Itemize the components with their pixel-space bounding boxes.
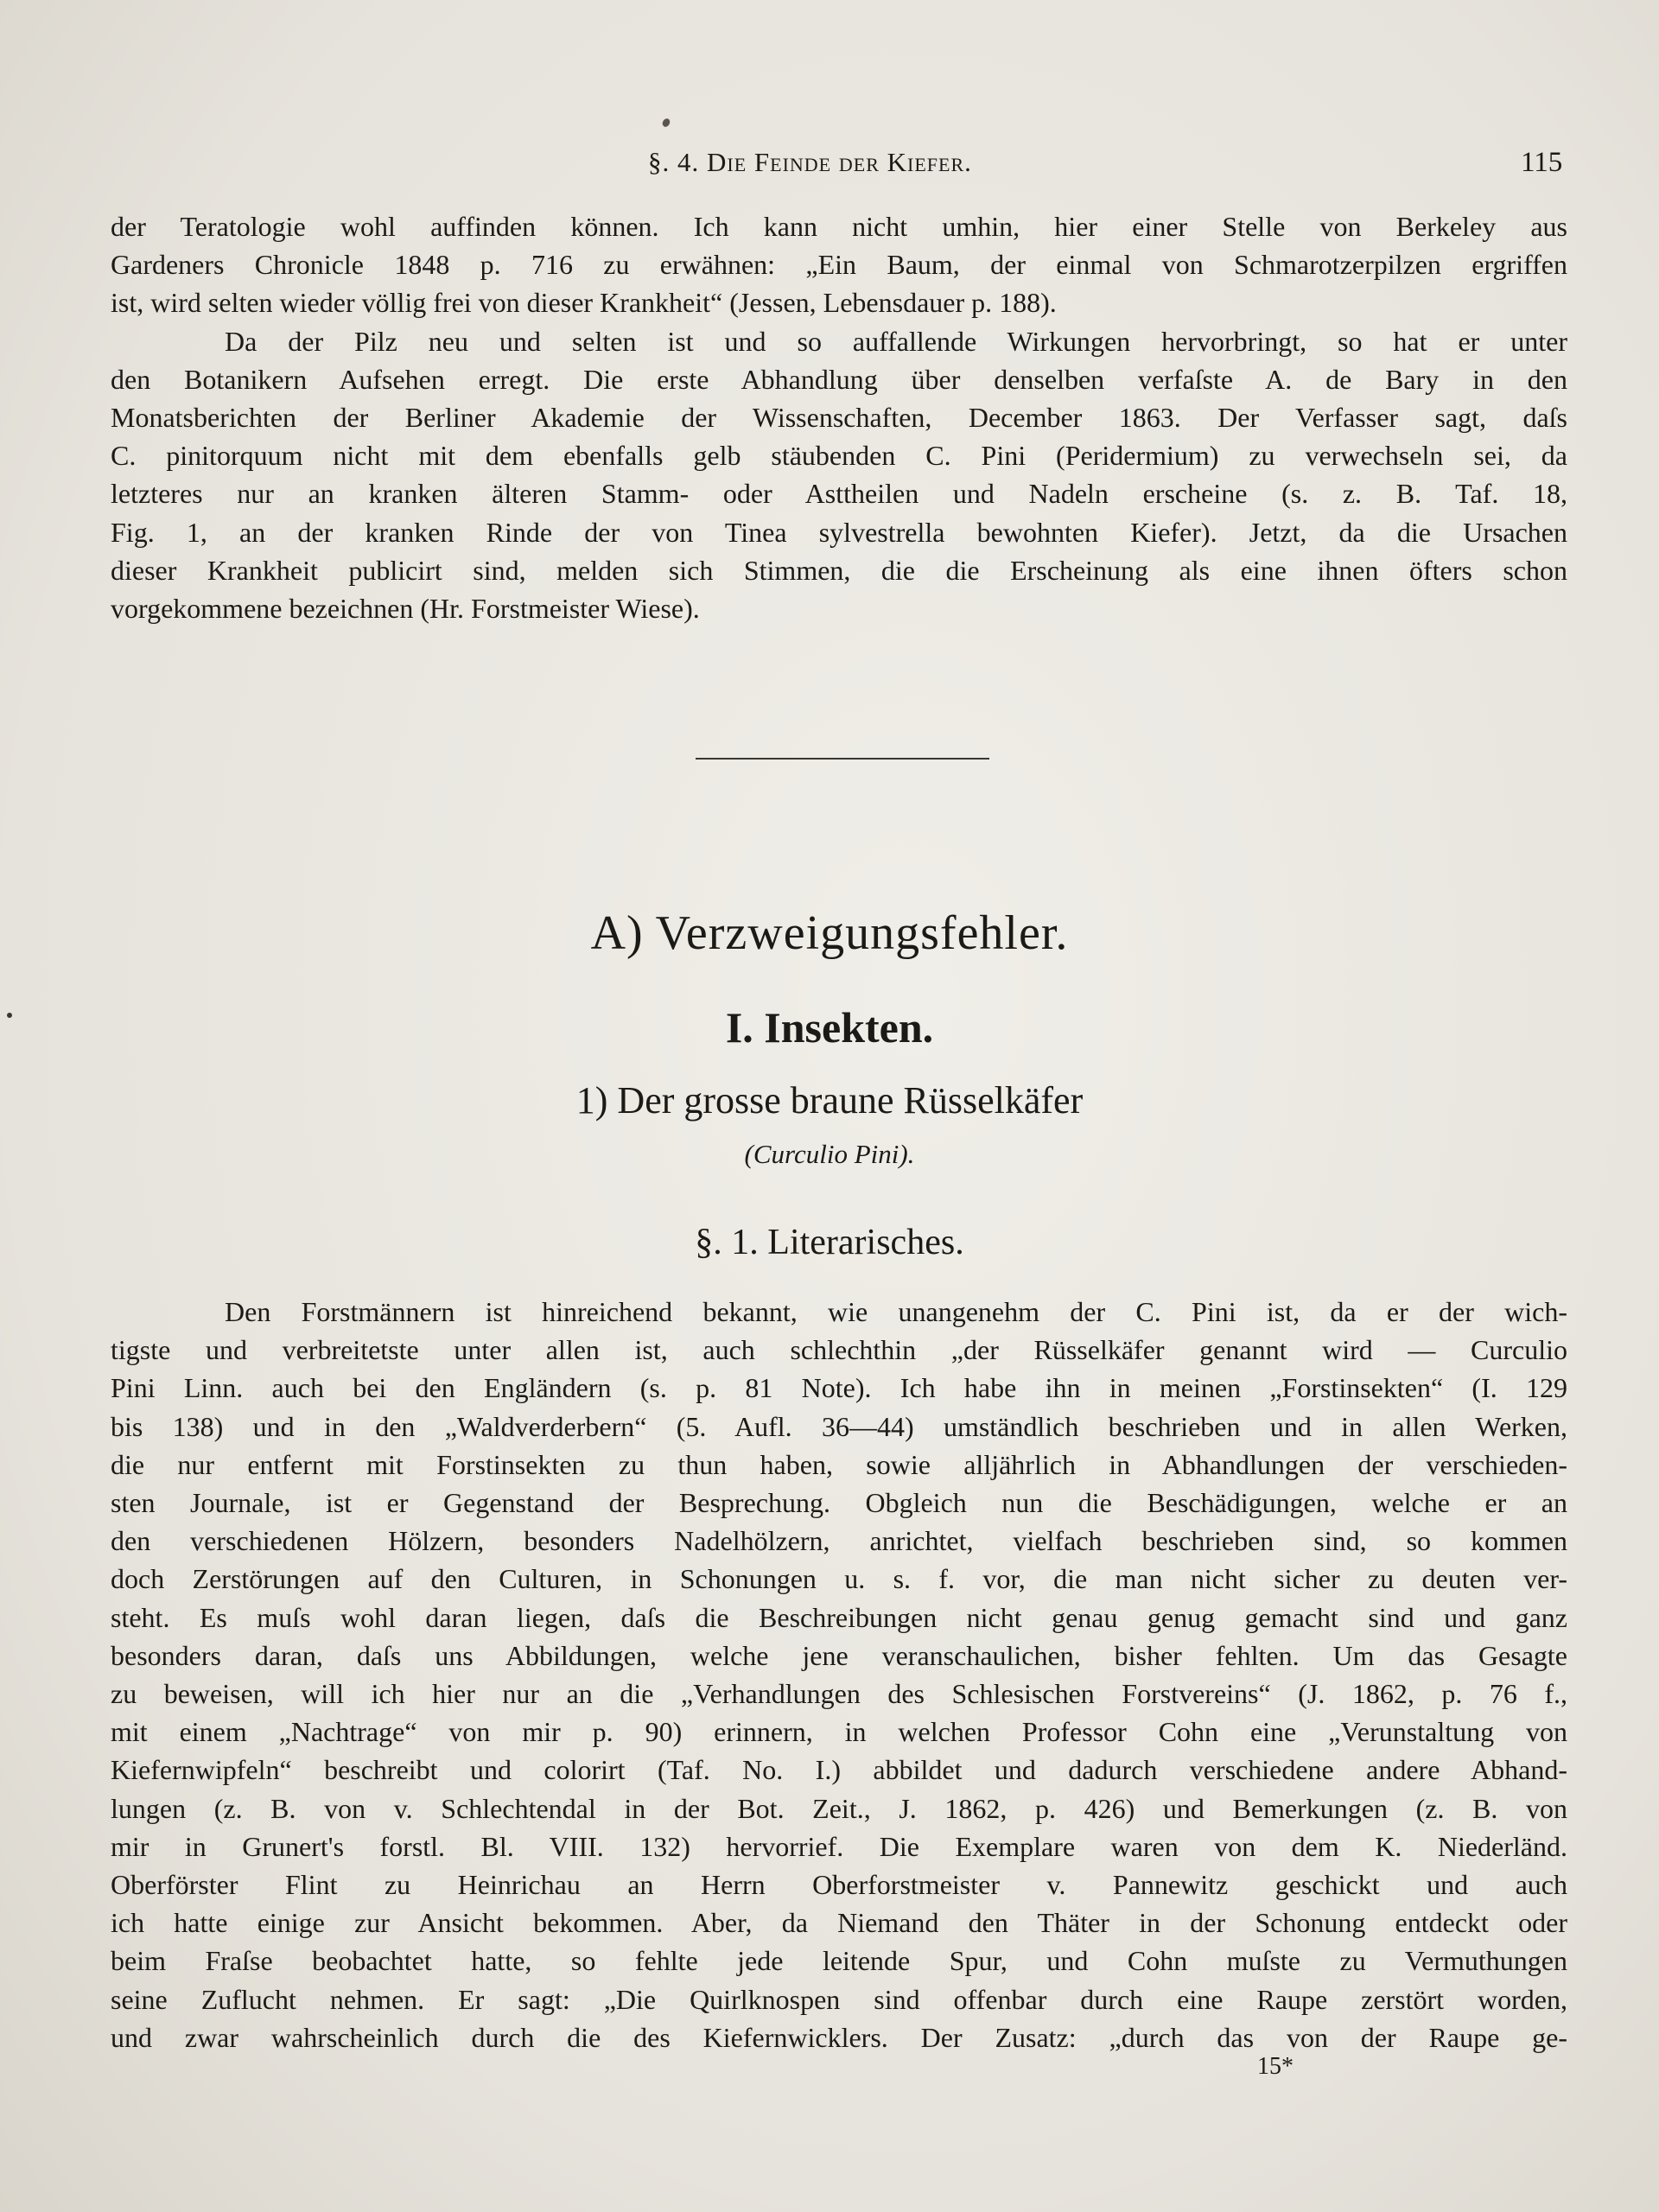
lower-text-block — [111, 1293, 1567, 2056]
text-line: die nur entfernt mit Forstinsekten zu thun haben, sowie alljährlich in Abhandlungen der verschieden- — [111, 1448, 1567, 1480]
text-line: Gardeners Chronicle 1848 p. 716 zu erwähnen: „Ein Baum, der einmal von Schmarotzerpilzen ergriffen — [111, 249, 1567, 281]
text-line: ich hatte einige zur Ansicht bekommen. Aber, da Niemand den Thäter in der Schonung entdeckt oder — [111, 1907, 1567, 1939]
text-line: ist, wird selten wieder völlig frei von dieser Krankheit“ (Jessen, Lebensdauer p. 188). — [111, 287, 1057, 319]
text-line: letzteres nur an kranken älteren Stamm- oder Asttheilen und Nadeln erscheine (s. z. B. Taf. 18, — [111, 478, 1567, 510]
text-line: steht. Es muſs wohl daran liegen, daſs die Beschreibungen nicht genau genug gemacht sind und ganz — [111, 1601, 1567, 1633]
text-line: mir in Grunert's forstl. Bl. VIII. 132) hervorrief. Die Exemplare waren von dem K. Niederländ. — [111, 1830, 1567, 1862]
text-line: den Botanikern Aufsehen erregt. Die erste Abhandlung über denselben verfaſste A. de Bary in den — [111, 363, 1567, 395]
class-heading: I. Insekten. — [725, 1003, 934, 1052]
text-line: Den Forstmännern ist hinreichend bekannt, wie unangenehm der C. Pini ist, da er der wich- — [225, 1296, 1567, 1327]
text-line: und zwar wahrscheinlich durch die des Kiefernwicklers. Der Zusatz: „durch das von der Raupe ge- — [111, 2021, 1567, 2053]
text-line: vorgekommene bezeichnen (Hr. Forstmeister Wiese). — [111, 593, 700, 625]
text-line: beim Fraſse beobachtet hatte, so fehlte jede leitende Spur, und Cohn muſste zu Vermuthungen — [111, 1945, 1567, 1977]
running-head — [0, 147, 1659, 190]
text-line: bis 138) und in den „Waldverderbern“ (5. Aufl. 36—44) umständlich beschrieben und in allen Werken, — [111, 1410, 1567, 1442]
text-line: besonders daran, daſs uns Abbildungen, welche jene veranschaulichen, bisher fehlten. Um das Gesagte — [111, 1639, 1567, 1671]
running-head-title: §. 4. Die Feinde der Kiefer. — [648, 147, 972, 177]
species-heading: 1) Der grosse braune Rüsselkäfer — [575, 1079, 1084, 1122]
signature-mark: 15* — [1257, 2053, 1294, 2080]
text-line: sten Journale, ist er Gegenstand der Besprechung. Obgleich nun die Beschädigungen, welche er an — [111, 1487, 1567, 1519]
text-line: Pini Linn. auch bei den Engländern (s. p. 81 Note). Ich habe ihn in meinen „Forstinsekten“ (I. 129 — [111, 1372, 1567, 1404]
section-divider — [696, 758, 989, 760]
text-line: den verschiedenen Hölzern, besonders Nadelhölzern, anrichtet, vielfach beschrieben sind, so kommen — [111, 1525, 1567, 1557]
paragraph-3 — [111, 1293, 1567, 2056]
text-line: tigste und verbreitetste unter allen ist, auch schlechthin „der Rüsselkäfer genannt wird — Curculio — [111, 1334, 1567, 1366]
ink-mark — [661, 118, 671, 129]
text-line: lungen (z. B. von v. Schlechtendal in der Bot. Zeit., J. 1862, p. 426) und Bemerkungen (z. B. von — [111, 1792, 1567, 1824]
section-heading: A) Verzweigungsfehler. — [590, 906, 1069, 960]
text-line: dieser Krankheit publicirt sind, melden sich Stimmen, die die Erscheinung als eine ihnen öfters schon — [111, 554, 1567, 586]
text-line: zu beweisen, will ich hier nur an die „Verhandlungen des Schlesischen Forstvereins“ (J. 1862, p. 76 f., — [111, 1678, 1567, 1710]
text-line: C. pinitorquum nicht mit dem ebenfalls gelb stäubenden C. Pini (Peridermium) zu verwechseln sei, da — [111, 440, 1567, 472]
text-line: Fig. 1, an der kranken Rinde der von Tinea sylvestrella bewohnten Kiefer). Jetzt, da die Ursachen — [111, 516, 1567, 548]
text-line: Monatsberichten der Berliner Akademie der Wissenschaften, December 1863. Der Verfasser sagt, daſs — [111, 402, 1567, 434]
text-line: Kiefernwipfeln“ beschreibt und colorirt (Taf. No. I.) abbildet und dadurch verschiedene andere Abhand- — [111, 1754, 1567, 1786]
text-line: Da der Pilz neu und selten ist und so auffallende Wirkungen hervorbringt, so hat er unter — [225, 325, 1567, 357]
upper-text-block — [111, 207, 1567, 627]
text-line: seine Zuflucht nehmen. Er sagt: „Die Quirlknospen sind offenbar durch eine Raupe zerstört worden, — [111, 1983, 1567, 2015]
text-line: mit einem „Nachtrage“ von mir p. 90) erinnern, in welchen Professor Cohn eine „Verunstaltung von — [111, 1716, 1567, 1748]
page-number: 115 — [1521, 147, 1563, 178]
paragraph-2 — [111, 322, 1567, 628]
text-line: Oberförster Flint zu Heinrichau an Herrn Oberforstmeister v. Pannewitz geschickt und auch — [111, 1869, 1567, 1901]
paragraph-1 — [111, 207, 1567, 322]
paragraph-heading: §. 1. Literarisches. — [695, 1223, 964, 1262]
text-line: der Teratologie wohl auffinden können. Ich kann nicht umhin, hier einer Stelle von Berkeley aus — [111, 211, 1567, 242]
text-line: doch Zerstörungen auf den Culturen, in Schonungen u. s. f. vor, die man nicht sicher zu deuten ver- — [111, 1563, 1567, 1595]
latin-name: (Curculio Pini). — [744, 1139, 915, 1169]
